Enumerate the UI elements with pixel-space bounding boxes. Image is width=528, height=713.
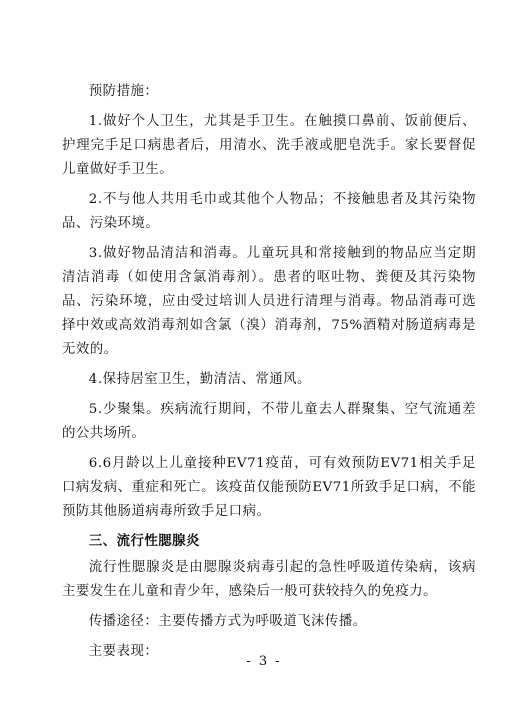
measure-4-paragraph: 4.保持居室卫生，勤清洁、常通风。: [88, 372, 311, 387]
measure-6-paragraph: 6.6月龄以上儿童接种EV71疫苗，可有效预防EV71相关手足口病发病、重症和死亡。该疫苗仅能预防EV71所致手足口病，不能预防其他肠道病毒所致手足口病。: [62, 456, 476, 519]
measure-5-paragraph: 5.少聚集。疾病流行期间，不带儿童去人群聚集、空气流通差的公共场所。: [62, 402, 476, 441]
measure-3-paragraph: 3.做好物品清洁和消毒。儿童玩具和常接触到的物品应当定期清洁消毒（如使用含氯消毒剂）。患者的呕吐物、粪便及其污染物品、污染环境，应由受过培训人员进行清理与消毒。物品消毒可选择中效或高效消毒剂如含氯（溴）消毒剂，75%酒精对肠道病毒是无效的。: [62, 246, 476, 357]
measure-2-paragraph: 2.不与他人共用毛巾或其他个人物品；不接触患者及其污染物品、污染环境。: [62, 192, 476, 231]
document-body: [62, 80, 476, 670]
transmission-paragraph: 传播途径：主要传播方式为呼吸道飞沫传播。: [88, 614, 367, 629]
mumps-intro-paragraph: 流行性腮腺炎是由腮腺炎病毒引起的急性呼吸道传染病，该病主要发生在儿童和青少年，感染后一般可获较持久的免疫力。: [62, 560, 476, 599]
page-number: - 3 -: [246, 654, 282, 669]
prevention-heading: 预防措施：: [88, 84, 159, 99]
measure-1-paragraph: 1.做好个人卫生，尤其是手卫生。在触摸口鼻前、饭前便后、护理完手足口病患者后，用清水、洗手液或肥皂洗手。家长要督促儿童做好手卫生。: [62, 114, 476, 177]
symptoms-paragraph: 主要表现：: [88, 644, 159, 659]
section-heading-mumps: 三、流行性腮腺炎: [88, 534, 200, 549]
